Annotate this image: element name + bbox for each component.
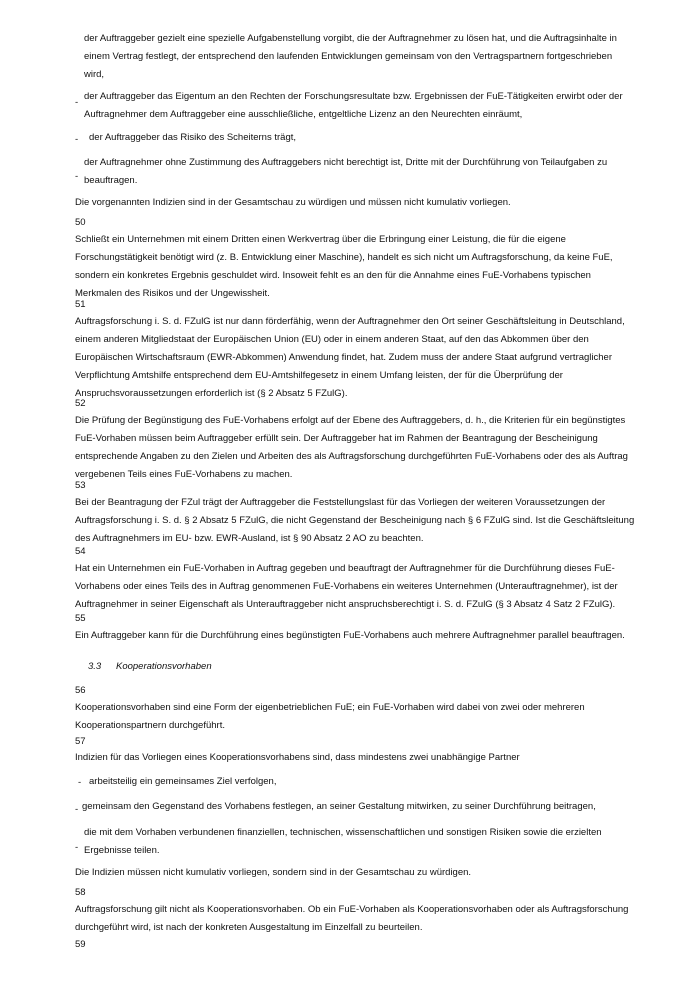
bullet-dash-icon: -	[75, 171, 79, 182]
bullet-dash-icon: -	[75, 804, 79, 815]
paragraph-text: Indizien für das Vorliegen eines Kooperationsvorhabens sind, dass mindestens zwei unabhängige Partner	[75, 752, 520, 763]
section-number: 3.3	[88, 661, 102, 672]
bullet-item: arbeitsteilig ein gemeinsames Ziel verfolgen,	[89, 776, 277, 787]
paragraph-number: 57	[75, 736, 86, 747]
section-title: Kooperationsvorhaben	[116, 661, 212, 672]
bullet-dash-icon: -	[78, 777, 82, 788]
paragraph-text: Ein Auftraggeber kann für die Durchführung eines begünstigten FuE-Vorhabens auch mehrere Auftragnehmer parallel beauftragen.	[75, 630, 625, 641]
bullet-item: der Auftraggeber gezielt eine spezielle Aufgabenstellung vorgibt, die der Auftragnehmer zu lösen hat, und die Auftragsinhalte in einem Vertrag festlegt, der entsprechend den laufenden Entwicklungen gemeinsam von den Vertragspartnern fortgeschrieben wird,	[84, 33, 617, 80]
bullet-dash-icon: -	[75, 134, 79, 145]
paragraph-number: 51	[75, 299, 86, 310]
paragraph-number: 59	[75, 939, 86, 950]
section-heading	[88, 658, 648, 676]
summary-note: Die vorgenannten Indizien sind in der Gesamtschau zu würdigen und müssen nicht kumulativ vorliegen.	[75, 197, 511, 208]
paragraph-text: Auftragsforschung gilt nicht als Kooperationsvorhaben. Ob ein FuE-Vorhaben als Kooperationsvorhaben oder als Auftragsforschung durchgeführt wird, ist nach der konkreten Ausgestaltung im Einzelfall zu beurteilen.	[75, 904, 629, 933]
paragraph-number: 55	[75, 613, 86, 624]
paragraph-text: Hat ein Unternehmen ein FuE-Vorhaben in Auftrag gegeben und beauftragt der Auftragnehmer für die Durchführung dieses FuE-Vorhabens oder eines Teils des in Auftrag genommenen FuE-Vorhabens ein weiteres Unternehmen (Unterauftragnehmer), ist der Auftragnehmer in seiner Eigenschaft als Unterauftraggeber nicht anspruchsberechtigt i. S. d. FZulG (§ 3 Absatz 4 Satz 2 FZulG).	[75, 563, 618, 610]
paragraph-text: Auftragsforschung i. S. d. FZulG ist nur dann förderfähig, wenn der Auftragnehmer den Ort seiner Geschäftsleitung in Deutschland, einem anderen Mitgliedstaat der Europäischen Union (EU) oder in einem anderen Staat, auf den das Abkommen über den Europäischen Wirtschaftsraum (EWR-Abkommen) Anwendung findet, hat. Zudem muss der andere Staat aufgrund vertraglicher Verpflichtung Amtshilfe entsprechend dem EU-Amtshilfegesetz in einem Umfang leisten, der für die Überprüfung der Anspruchsvoraussetzungen erforderlich ist (§ 2 Absatz 5 FZulG).	[75, 316, 625, 399]
bullet-dash-icon: -	[75, 842, 79, 853]
bullet-item: der Auftraggeber das Risiko des Scheiterns trägt,	[89, 132, 297, 143]
bullet-item: der Auftraggeber das Eigentum an den Rechten der Forschungsresultate bzw. Ergebnissen der FuE-Tätigkeiten erwirbt oder der Auftragnehmer dem Auftraggeber eine ausschließliche, entgeltliche Lizenz an den Neurechten einräumt,	[84, 91, 623, 120]
summary-note: Die Indizien müssen nicht kumulativ vorliegen, sondern sind in der Gesamtschau zu würdigen.	[75, 867, 472, 878]
paragraph-number: 58	[75, 887, 86, 898]
paragraph-text: Die Prüfung der Begünstigung des FuE-Vorhabens erfolgt auf der Ebene des Auftraggebers, d. h., die Kriterien für ein begünstigtes FuE-Vorhaben müssen beim Auftraggeber erfüllt sein. Der Auftraggeber hat im Rahmen der Beantragung der Bescheinigung entsprechende Angaben zu den Zielen und Arbeiten des als Auftragsforschung durchgeführten FuE-Vorhabens oder des als Auftrag vergebenen Teils eines FuE-Vorhabens zu machen.	[75, 415, 628, 480]
bullet-item: der Auftragnehmer ohne Zustimmung des Auftraggebers nicht berechtigt ist, Dritte mit der Durchführung von Teilaufgaben zu beauftragen.	[84, 157, 608, 186]
paragraph-text: Schließt ein Unternehmen mit einem Dritten einen Werkvertrag über die Erbringung einer Leistung, die für die eigene Forschungstätigkeit benötigt wird (z. B. Entwicklung einer Maschine), handelt es sich nicht um Auftragsforschung, da keine FuE, sondern ein konkretes Ergebnis geschuldet wird. Insoweit fehlt es an den für die Annahme eines FuE-Vorhabens typischen Merkmalen des Risikos und der Ungewissheit.	[75, 234, 613, 299]
bullet-item: die mit dem Vorhaben verbundenen finanziellen, technischen, wissenschaftlichen und sonstigen Risiken sowie die erzielten Ergebnisse teilen.	[84, 827, 602, 856]
paragraph-number: 53	[75, 480, 86, 491]
paragraph-number: 52	[75, 398, 86, 409]
paragraph-text: Bei der Beantragung der FZul trägt der Auftraggeber die Feststellungslast für das Vorliegen der weiteren Voraussetzungen der Auftragsforschung i. S. d. § 2 Absatz 5 FZulG, die nicht Gegenstand der Bescheinigung nach § 6 FZulG sind. Ist die Geschäftsleitung des Auftragnehmers im EU- bzw. EWR-Ausland, ist § 90 Absatz 2 AO zu beachten.	[75, 497, 635, 544]
bullet-dash-icon: -	[75, 97, 79, 108]
paragraph-text: Kooperationsvorhaben sind eine Form der eigenbetrieblichen FuE; ein FuE-Vorhaben wird dabei von zwei oder mehreren Kooperationspartnern durchgeführt.	[75, 702, 585, 731]
paragraph-number: 50	[75, 217, 86, 228]
paragraph-number: 56	[75, 685, 86, 696]
bullet-item: gemeinsam den Gegenstand des Vorhabens festlegen, an seiner Gestaltung mitwirken, zu seiner Durchführung beitragen,	[82, 801, 596, 812]
paragraph-number: 54	[75, 546, 86, 557]
